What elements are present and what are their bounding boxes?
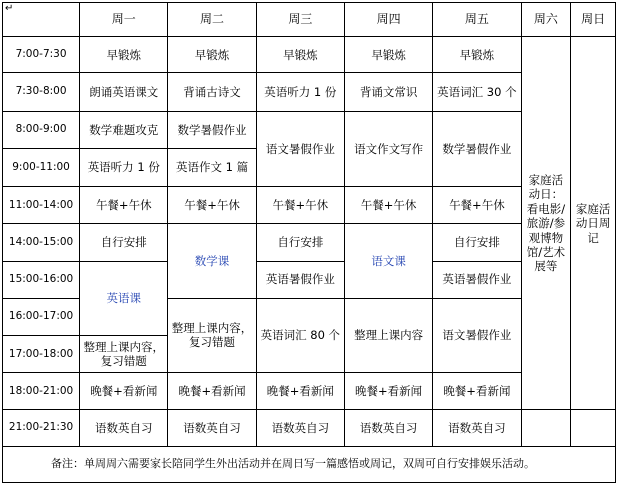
cell-wed: 英语听力 1 份 — [256, 73, 344, 111]
corner-cell: ↵ — [3, 3, 80, 37]
cell-tue: 早锻炼 — [168, 37, 256, 73]
cell-thu: 语数英自习 — [344, 410, 432, 446]
cell-thu: 语文作文写作 — [344, 111, 432, 186]
cell-mon: 朗诵英语课文 — [80, 73, 168, 111]
cell-tue: 语数英自习 — [168, 410, 256, 446]
sunday-activity-cell: 家庭活动日周记 — [571, 37, 616, 410]
cell-wed: 语数英自习 — [256, 410, 344, 446]
time-slot: 17:00-18:00 — [3, 335, 80, 372]
cell-thu: 整理上课内容 — [344, 298, 432, 372]
cell-wed: 早锻炼 — [256, 37, 344, 73]
cell-fri: 自行安排 — [433, 224, 521, 261]
cell-wed: 自行安排 — [256, 224, 344, 261]
cell-sun-empty — [571, 410, 616, 446]
weekly-schedule-table — [2, 2, 616, 483]
cell-mon: 自行安排 — [80, 224, 168, 261]
cell-tue: 午餐+午休 — [168, 187, 256, 224]
cell-thu-chinese-class: 语文课 — [344, 224, 432, 298]
cell-thu: 午餐+午休 — [344, 187, 432, 224]
remark-note: 备注：单周周六需要家长陪同学生外出活动并在周日写一篇感悟或周记，双周可自行安排娱乐活动。 — [3, 446, 616, 482]
cell-fri: 数学暑假作业 — [433, 111, 521, 186]
day-header-wed: 周三 — [256, 3, 344, 37]
cell-fri: 晚餐+看新闻 — [433, 373, 521, 410]
cell-tue: 晚餐+看新闻 — [168, 373, 256, 410]
cell-mon-english-class: 英语课 — [80, 261, 168, 335]
time-slot: 7:30-8:00 — [3, 73, 80, 111]
cell-fri: 早锻炼 — [433, 37, 521, 73]
cell-tue: 英语作文 1 篇 — [168, 148, 256, 186]
day-header-fri: 周五 — [433, 3, 521, 37]
cell-mon: 整理上课内容，复习错题 — [80, 335, 168, 372]
schedule-row — [3, 37, 616, 73]
header-row — [3, 3, 616, 37]
time-slot: 11:00-14:00 — [3, 187, 80, 224]
day-header-thu: 周四 — [344, 3, 432, 37]
saturday-activity-cell: 家庭活动日：看电影/旅游/参观博物馆/艺术展等 — [521, 37, 571, 410]
day-header-sat: 周六 — [521, 3, 571, 37]
cell-wed: 晚餐+看新闻 — [256, 373, 344, 410]
cell-fri: 午餐+午休 — [433, 187, 521, 224]
day-header-tue: 周二 — [168, 3, 256, 37]
cell-tue: 整理上课内容，复习错题 — [168, 298, 256, 372]
cell-sat-empty — [521, 410, 571, 446]
cell-wed: 英语词汇 80 个 — [256, 298, 344, 372]
time-slot: 8:00-9:00 — [3, 111, 80, 148]
day-header-sun: 周日 — [571, 3, 616, 37]
time-slot: 14:00-15:00 — [3, 224, 80, 261]
cell-thu: 晚餐+看新闻 — [344, 373, 432, 410]
cell-mon: 晚餐+看新闻 — [80, 373, 168, 410]
cell-wed: 语文暑假作业 — [256, 111, 344, 186]
note-row — [3, 446, 616, 482]
cell-fri: 语文暑假作业 — [433, 298, 521, 372]
cell-mon: 语数英自习 — [80, 410, 168, 446]
cell-fri: 语数英自习 — [433, 410, 521, 446]
cell-mon: 英语听力 1 份 — [80, 148, 168, 186]
time-slot: 18:00-21:00 — [3, 373, 80, 410]
cell-wed: 午餐+午休 — [256, 187, 344, 224]
cell-tue: 数学暑假作业 — [168, 111, 256, 148]
cell-mon: 早锻炼 — [80, 37, 168, 73]
cell-wed: 英语暑假作业 — [256, 261, 344, 298]
day-header-mon: 周一 — [80, 3, 168, 37]
schedule-row — [3, 410, 616, 446]
time-slot: 7:00-7:30 — [3, 37, 80, 73]
time-slot: 9:00-11:00 — [3, 148, 80, 186]
cell-tue: 背诵古诗文 — [168, 73, 256, 111]
cell-mon: 午餐+午休 — [80, 187, 168, 224]
time-slot: 16:00-17:00 — [3, 298, 80, 335]
time-slot: 21:00-21:30 — [3, 410, 80, 446]
cell-fri: 英语词汇 30 个 — [433, 73, 521, 111]
time-slot: 15:00-16:00 — [3, 261, 80, 298]
cell-thu: 背诵文常识 — [344, 73, 432, 111]
cell-mon: 数学难题攻克 — [80, 111, 168, 148]
cell-tue-math-class: 数学课 — [168, 224, 256, 298]
cell-thu: 早锻炼 — [344, 37, 432, 73]
cell-fri: 英语暑假作业 — [433, 261, 521, 298]
